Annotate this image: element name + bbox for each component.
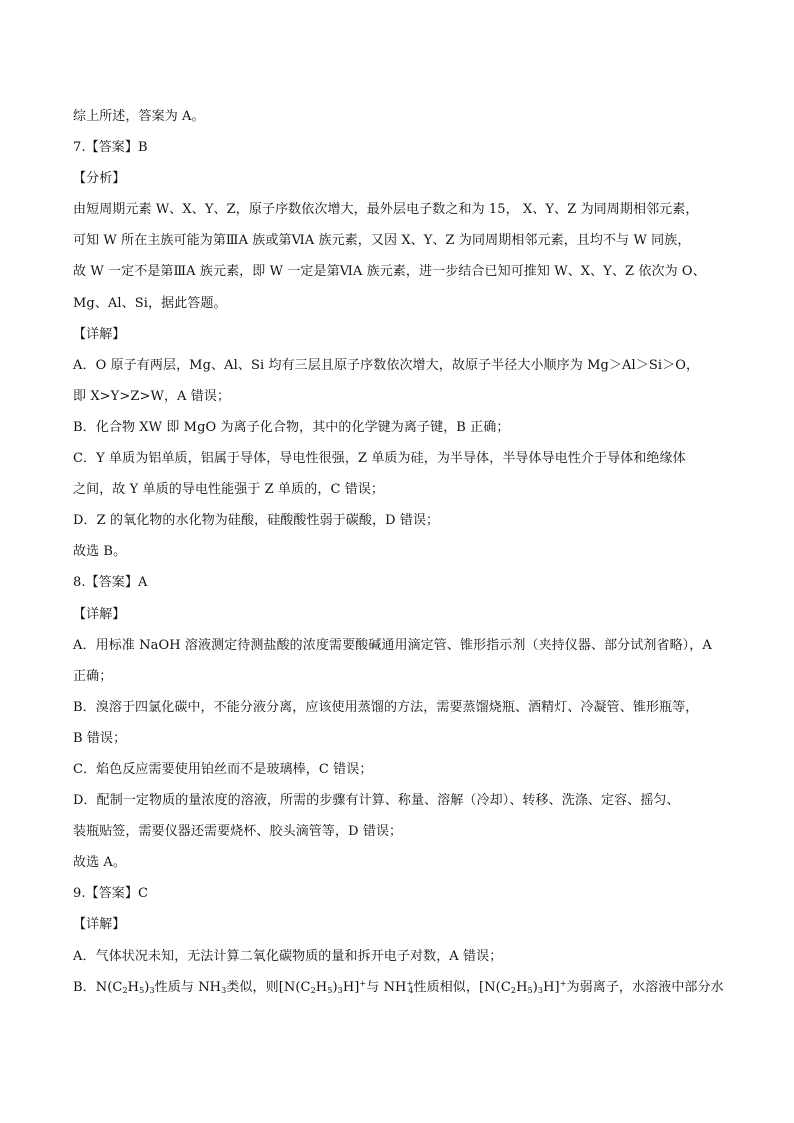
text-line-19: 正确； bbox=[73, 668, 113, 684]
text-segment: ) bbox=[532, 979, 538, 995]
subscript: 2 bbox=[510, 985, 517, 995]
subscript: 3 bbox=[537, 985, 544, 995]
text-line-4: 由短周期元素 W、X、Y、Z，原子序数依次增大，最外层电子数之和为 15， X、Y、Z 为同周期相邻元素， bbox=[73, 202, 699, 218]
text-segment: 为弱离子，水溶液中部分水 bbox=[566, 979, 724, 995]
text-line-23: D．配制一定物质的量浓度的溶液，所需的步骤有计算、称量、溶解（冷却）、转移、洗涤、定容、摇匀、 bbox=[73, 793, 680, 809]
answer-heading-8: 8.【答案】A bbox=[73, 575, 148, 591]
text-line-28: A．气体状况未知，无法计算二氧化碳物质的量和拆开电子对数，A 错误； bbox=[73, 948, 503, 964]
answer-heading-9: 9.【答案】C bbox=[73, 886, 149, 902]
text-line-5: 可知 W 所在主族可能为第ⅢA 族或第ⅥA 族元素，又因 X、Y、Z 为同周期相邻元素，且均不与 W 同族， bbox=[73, 233, 691, 249]
text-line-18: A．用标准 NaOH 溶液测定待测盐酸的浓度需要酸碱通用滴定管、锥形指示剂（夹持仪器、部分试剂省略），A bbox=[73, 637, 712, 653]
text-segment: 类似，则[N(C bbox=[226, 979, 311, 995]
text-line-11: B．化合物 XW 即 MgO 为离子化合物，其中的化学键为离子键，B 正确； bbox=[73, 419, 510, 435]
text-segment: ) bbox=[144, 979, 150, 995]
text-line-12: C．Y 单质为铝单质，铝属于导体，导电性很强，Z 单质为硅，为半导体，半导体导电性介于导体和绝缘体 bbox=[73, 451, 686, 467]
subscript: 3 bbox=[149, 985, 155, 995]
text-segment: H bbox=[127, 979, 140, 995]
text-line-21: B 错误； bbox=[73, 730, 127, 746]
text-segment: H] bbox=[342, 979, 360, 995]
detail-heading: 【详解】 bbox=[73, 606, 126, 622]
text-line-20: B．溴溶于四氯化碳中，不能分液分离，应该使用蒸馏的方法，需要蒸馏烧瓶、酒精灯、冷凝管、锥形瓶等， bbox=[73, 699, 699, 715]
document-body bbox=[73, 101, 753, 1003]
text-segment: 性质与 NH bbox=[154, 979, 222, 995]
subscript: 4 bbox=[408, 985, 414, 995]
subscript: 2 bbox=[310, 985, 316, 995]
text-line-10: 即 X>Y>Z>W，A 错误； bbox=[73, 388, 231, 404]
text-line-13: 之间，故 Y 单质的导电性能强于 Z 单质的，C 错误； bbox=[73, 482, 385, 498]
text-line-6: 故 W 一定不是第ⅢA 族元素，即 W 一定是第ⅥA 族元素，进一步结合已知可推知 W、X、Y、Z 依次为 O、 bbox=[73, 264, 706, 280]
subscript: 5 bbox=[527, 985, 533, 995]
text-segment: H bbox=[315, 979, 328, 995]
text-line-25: 故选 A。 bbox=[73, 855, 127, 871]
text-line-9: A．O 原子有两层，Mg、Al、Si 均有三层且原子序数依次增大，故原子半径大小顺序为 Mg＞Al＞Si＞O， bbox=[73, 357, 700, 373]
subscript: 3 bbox=[337, 985, 343, 995]
text-segment: H bbox=[516, 979, 528, 995]
subscript: 2 bbox=[122, 985, 128, 995]
text-line-24: 装瓶贴签，需要仪器还需要烧杯、胶头滴管等，D 错误； bbox=[73, 824, 403, 840]
text-segment: 与 NH bbox=[366, 979, 407, 995]
text-line-15: 故选 B。 bbox=[73, 544, 127, 560]
subscript: 5 bbox=[327, 985, 333, 995]
text-segment: ) bbox=[332, 979, 338, 995]
analysis-heading: 【分析】 bbox=[73, 171, 126, 187]
detail-heading: 【详解】 bbox=[73, 917, 126, 933]
superscript: + bbox=[559, 978, 567, 988]
text-line-1: 综上所述，答案为 A。 bbox=[73, 109, 205, 124]
text-segment: B．N(C bbox=[73, 979, 123, 995]
superscript: + bbox=[359, 978, 367, 988]
text-segment: 性质相似，[N(C bbox=[413, 979, 511, 995]
formula-line bbox=[73, 972, 753, 1003]
subscript: 3 bbox=[221, 985, 227, 995]
answer-heading-7: 7.【答案】B bbox=[73, 140, 148, 156]
text-segment: H] bbox=[543, 979, 560, 995]
superscript: + bbox=[406, 978, 414, 988]
subscript: 5 bbox=[139, 985, 145, 995]
detail-heading: 【详解】 bbox=[73, 326, 126, 342]
text-line-7: Mg、Al、Si，据此答题。 bbox=[73, 295, 227, 311]
text-line-22: C．焰色反应需要使用铂丝而不是玻璃棒，C 错误； bbox=[73, 761, 373, 777]
text-line-14: D．Z 的氧化物的水化物为硅酸，硅酸酸性弱于碳酸，D 错误； bbox=[73, 513, 440, 529]
